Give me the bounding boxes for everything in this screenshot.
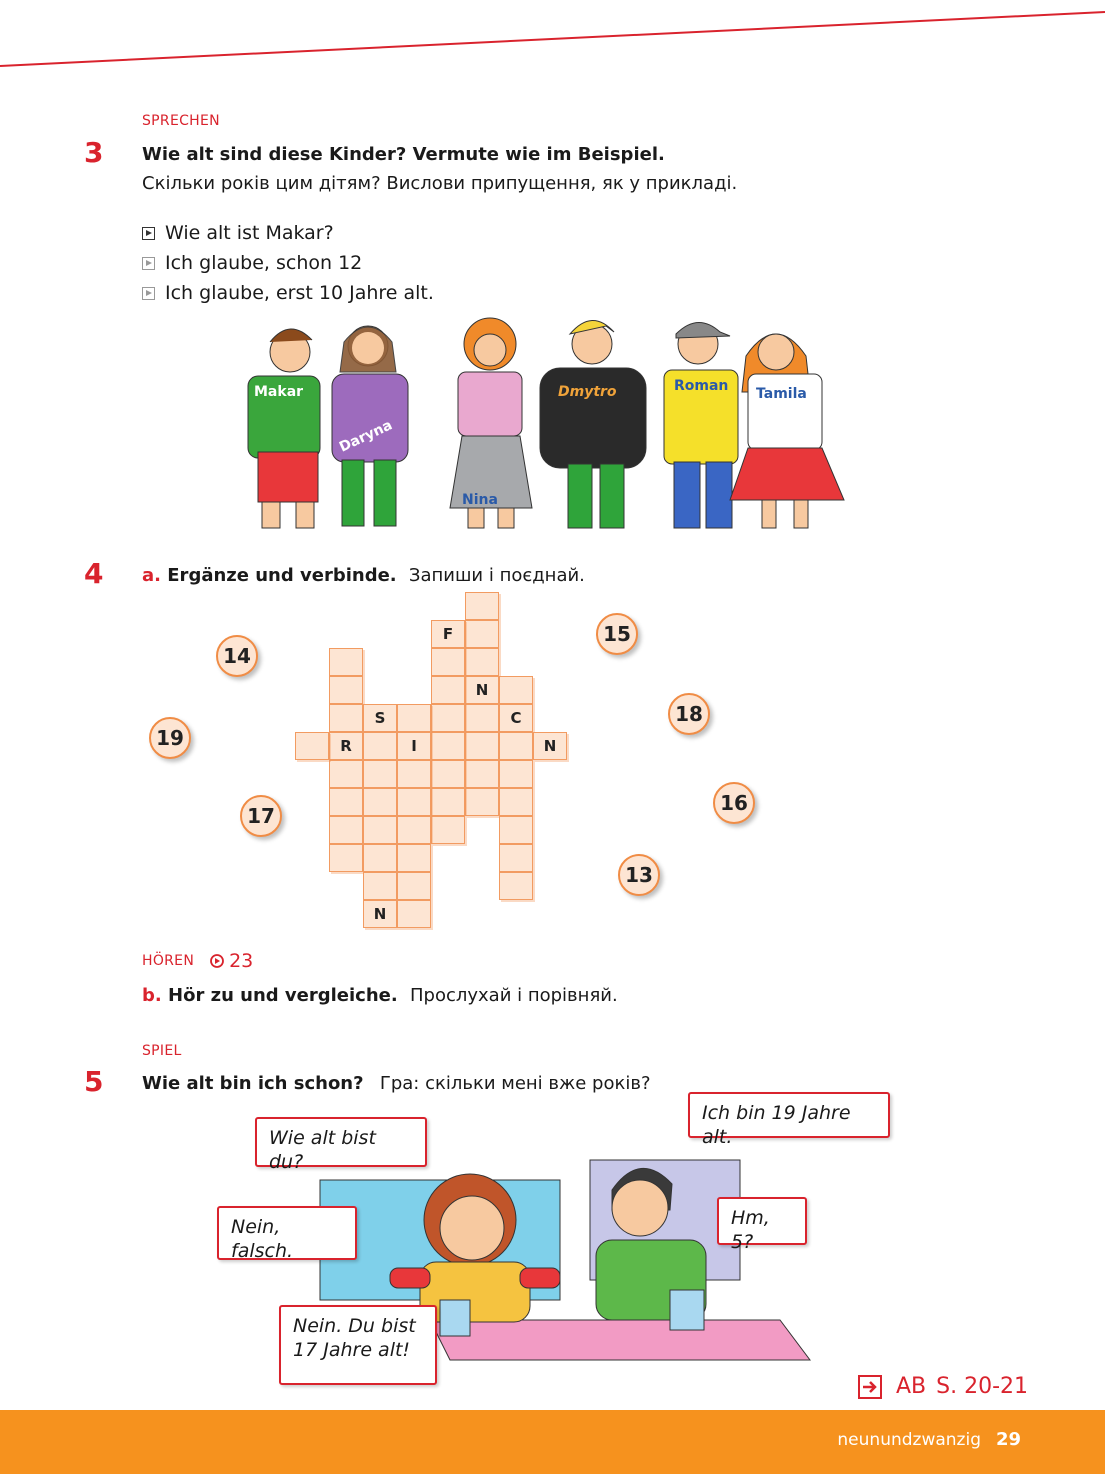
kid-nina [450,318,532,528]
crossword-cell [363,760,397,788]
crossword-cell [329,648,363,676]
children-illustration [240,312,860,530]
ex4b-heading: b. Hör zu und vergleiche. Прослухай і порівняй. [142,985,618,1006]
crossword-cell [329,704,363,732]
ex4b-listen-label: HÖREN 23 [142,950,254,972]
audio-play-icon [210,954,224,968]
ex5-title-de: Wie alt bin ich schon? [142,1073,364,1094]
crossword-cell [499,732,533,760]
kid-daryna [332,326,408,526]
number-circle: 15 [596,613,638,655]
crossword-cell [499,788,533,816]
number-circle: 14 [216,635,258,677]
kid-dmytro [540,320,646,528]
crossword-cell [329,676,363,704]
crossword-cell [431,760,465,788]
ex5-number: 5 [84,1065,104,1098]
crossword-cell [465,648,499,676]
ex5-title-uk: Гра: скільки мені вже років? [379,1073,651,1094]
crossword-cell [465,788,499,816]
kid-name-label: Tamila [756,386,807,402]
kid-makar [248,329,320,528]
crossword-cell [329,844,363,872]
crossword-cell [431,732,465,760]
ex5-section-label: SPIEL [142,1043,182,1059]
kid-name-label: Daryna [336,417,395,456]
crossword-cell [363,816,397,844]
kid-roman [664,322,738,528]
ex4a-title-uk: Запиши і поєднай. [408,565,585,586]
number-circle: 18 [668,693,710,735]
dialog-line: Ich glaube, schon 12 [142,248,434,278]
kid-tamila [730,334,844,528]
arrow-right-box-icon [858,1375,882,1399]
crossword-cell [295,732,329,760]
kid-name-label: Makar [254,384,304,400]
crossword-cell [363,788,397,816]
crossword-cell [329,760,363,788]
crossword-cell [397,900,431,928]
crossword-cell [499,816,533,844]
ex4b-title-de: Hör zu und vergleiche. [168,985,398,1006]
crossword-cell: C [499,704,533,732]
crossword-cell [363,844,397,872]
ex3-section-label: SPRECHEN [142,113,220,129]
crossword-cell [465,592,499,620]
number-circle: 13 [618,854,660,896]
workbook-ab: AB [896,1374,927,1399]
play-icon [142,257,155,270]
crossword-cell [397,760,431,788]
workbook-pages: S. 20-21 [936,1374,1029,1399]
page-number-word: neunundzwanzig [837,1430,981,1450]
crossword-cell [329,788,363,816]
top-divider-line [0,0,1105,80]
crossword-cell [431,648,465,676]
page-number: 29 [995,1429,1021,1450]
crossword-cell: S [363,704,397,732]
crossword-cell [363,732,397,760]
ex4b-title-uk: Прослухай і порівняй. [410,985,618,1006]
speech-bubble: Nein, falsch. [217,1206,357,1260]
crossword-cell [499,676,533,704]
crossword-cell: I [397,732,431,760]
ex4-number: 4 [84,557,104,590]
crossword-cell [465,620,499,648]
ex3-number: 3 [84,136,104,169]
kid-name-label: Dmytro [558,384,617,400]
page-footer [0,1410,1105,1474]
crossword-cell: N [363,900,397,928]
ex4a-title-de: Ergänze und verbinde. [167,565,397,586]
crossword-cell: R [329,732,363,760]
speech-bubble: Wie alt bist du? [255,1117,427,1167]
crossword-cell: N [465,676,499,704]
workbook-reference[interactable] [858,1374,1028,1399]
crossword-cell [499,844,533,872]
crossword-cell [397,844,431,872]
crossword-cell [465,704,499,732]
crossword-cell [329,816,363,844]
crossword-cell: N [533,732,567,760]
crossword-cell [431,788,465,816]
ex5-heading [142,1073,651,1094]
dialog-line: Ich glaube, erst 10 Jahre alt. [142,278,434,308]
crossword-cell [431,676,465,704]
number-circle: 17 [240,795,282,837]
speech-bubble: Nein. Du bist 17 Jahre alt! [279,1305,437,1385]
speech-bubble: Ich bin 19 Jahre alt. [688,1092,890,1138]
number-circle: 16 [713,782,755,824]
crossword-cell [499,872,533,900]
kid-name-label: Nina [462,492,498,508]
audio-track[interactable]: 23 [210,950,253,972]
ex3-title-de: Wie alt sind diese Kinder? Vermute wie im Beispiel. [142,144,665,165]
crossword-cell: F [431,620,465,648]
crossword-cell [431,704,465,732]
crossword-cell [465,732,499,760]
crossword-cell [397,788,431,816]
crossword-cell [465,760,499,788]
kid-name-label: Roman [674,378,729,394]
play-icon [142,287,155,300]
speech-bubble: Hm, 5? [717,1197,807,1245]
crossword-cell [397,816,431,844]
crossword-cell [363,872,397,900]
crossword-cell [397,704,431,732]
ex3-title-uk: Скільки років цим дітям? Вислови припущення, як у прикладі. [142,173,738,194]
ex3-dialog [142,218,434,308]
crossword-cell [431,816,465,844]
dialog-line: Wie alt ist Makar? [142,218,434,248]
number-circle: 19 [149,717,191,759]
crossword-cell [499,760,533,788]
ex4a-heading: a. Ergänze und verbinde. Запиши і поєднай. [142,565,585,586]
play-icon [142,227,155,240]
crossword-cell [397,872,431,900]
